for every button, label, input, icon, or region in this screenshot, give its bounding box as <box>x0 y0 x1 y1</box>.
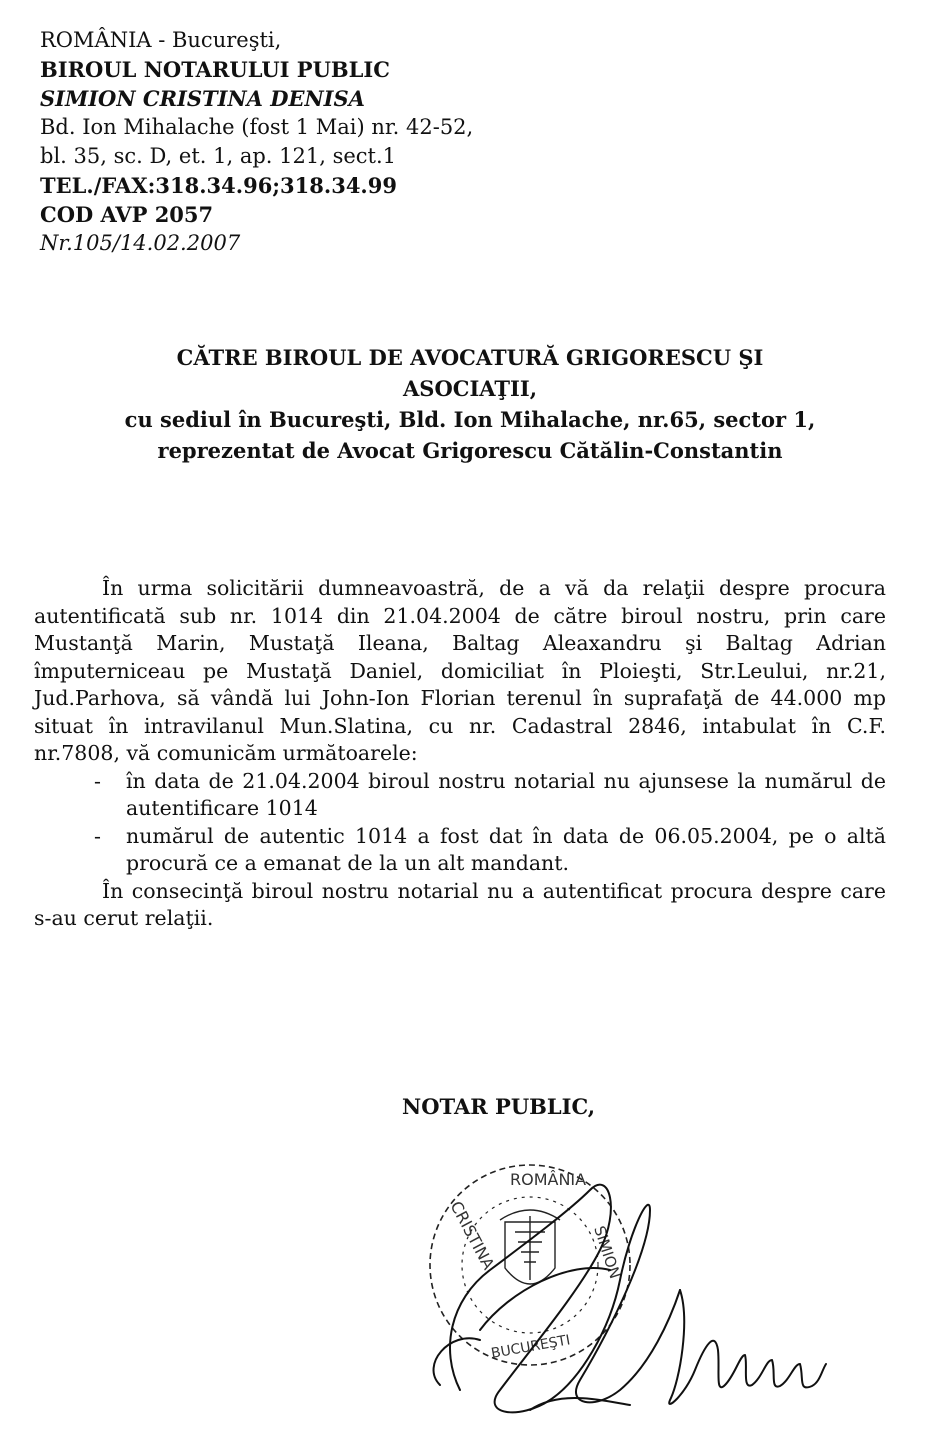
seal-text-top: ROMÂNIA <box>510 1170 587 1189</box>
seal-text-right: SIMION <box>590 1223 625 1281</box>
office-name: BIROUL NOTARULUI PUBLIC <box>40 57 390 82</box>
addressee-line-1: CĂTRE BIROUL DE AVOCATURĂ GRIGORESCU ŞI <box>176 345 764 370</box>
letter-body <box>34 575 886 933</box>
dash-marker: - <box>94 823 101 848</box>
stamp-and-signature <box>380 1150 850 1440</box>
signoff-title: NOTAR PUBLIC, <box>402 1094 596 1119</box>
address-line-1: Bd. Ion Mihalache (fost 1 Mai) nr. 42-52, <box>40 115 474 139</box>
addressee-line-4: reprezentat de Avocat Grigorescu Cătălin-Constantin <box>157 438 783 463</box>
addressee-line-2: ASOCIAŢII, <box>402 376 538 401</box>
avp-code: COD AVP 2057 <box>40 202 214 227</box>
list-item <box>34 823 886 878</box>
seal-text-left: CRISTINA <box>446 1197 499 1273</box>
sender-header <box>40 26 640 258</box>
notary-name: SIMION CRISTINA DENISA <box>40 86 365 111</box>
bullet-list <box>34 768 886 878</box>
body-paragraph-2: În consecinţă biroul nostru notarial nu a autentificat procura despre care s-au cerut relaţii. <box>34 878 886 930</box>
addressee-line-3: cu sediul în Bucureşti, Bld. Ion Mihalache, nr.65, sector 1, <box>124 407 816 432</box>
country-city: ROMÂNIA - Bucureşti, <box>40 28 282 52</box>
addressee-block <box>40 342 900 466</box>
list-item <box>34 768 886 823</box>
registration-number: Nr.105/14.02.2007 <box>40 231 241 255</box>
handwritten-signature <box>434 1185 826 1413</box>
list-item-text: numărul de autentic 1014 a fost dat în data de 06.05.2004, pe o altă procură ce a emanat de la un alt mandant. <box>126 823 886 875</box>
list-item-text: în data de 21.04.2004 biroul nostru notarial nu ajunsese la numărul de autentificare 1014 <box>126 768 886 820</box>
address-line-2: bl. 35, sc. D, et. 1, ap. 121, sect.1 <box>40 144 397 168</box>
seal-text-bottom: BUCUREŞTI <box>489 1332 572 1362</box>
dash-marker: - <box>94 768 101 793</box>
notary-seal-icon <box>430 1165 630 1365</box>
body-paragraph-1: În urma solicitării dumneavoastră, de a vă da relaţii despre procura autentificată sub nr. 1014 din 21.04.2004 de către biroul nostru, prin care Mustanţă Marin, Mustaţă Ileana, Baltag Aleaxandru şi Baltag Adrian împuterniceau pe Mustaţă Daniel, domiciliat în Ploieşti, Str.Leului, nr.21, Jud.Parhova, să vândă lui John-Ion Florian terenul în suprafaţă de 44.000 mp situat în intravilanul Mun.Slatina, cu nr. Cadastral 2846, intabulat în C.F. nr.7808, vă comunicăm următoarele: <box>34 576 886 765</box>
phone-fax: TEL./FAX:318.34.96;318.34.99 <box>40 173 397 198</box>
coat-of-arms-icon <box>500 1210 560 1284</box>
